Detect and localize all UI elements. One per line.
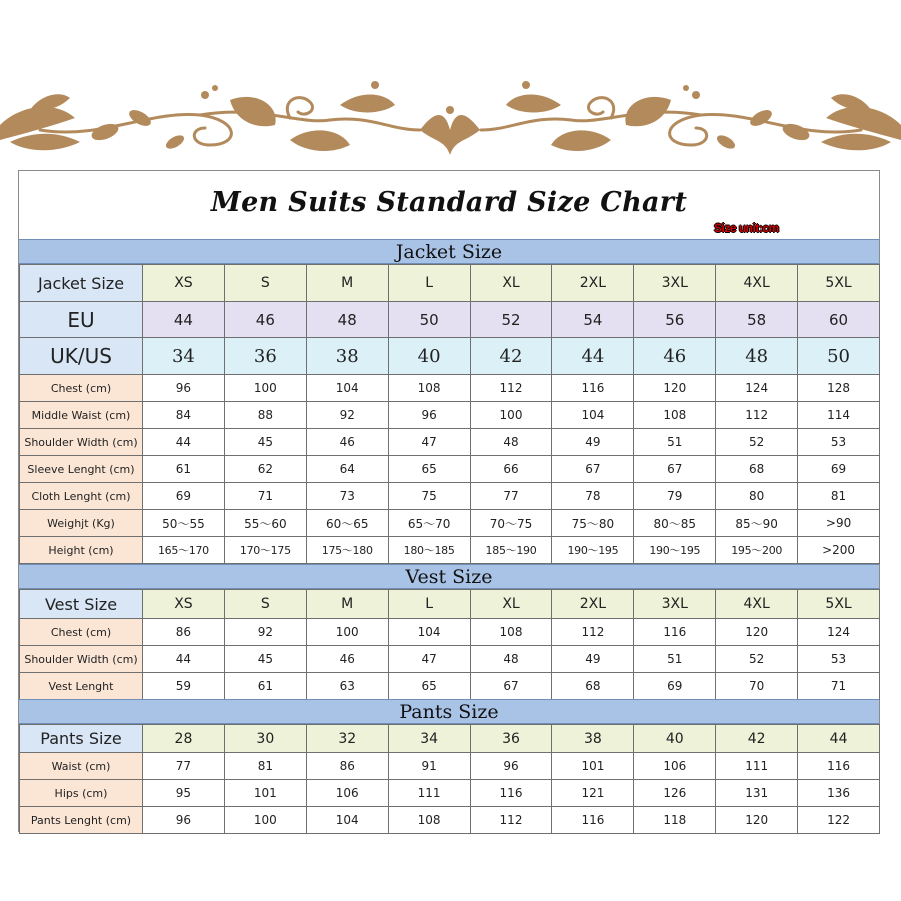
jacket-size-cell: 5XL — [798, 265, 880, 302]
jacket-measure-row — [20, 402, 880, 429]
jacket-measure-cell: 77 — [470, 483, 552, 510]
pants-measure-cell: 101 — [224, 780, 306, 807]
jacket-measure-cell: 66 — [470, 456, 552, 483]
pants-size-cell: 42 — [716, 725, 798, 753]
jacket-measure-cell: 112 — [716, 402, 798, 429]
jacket-uk-cell: 46 — [634, 338, 716, 375]
pants-measure-row — [20, 807, 880, 834]
jacket-section-header: Jacket Size — [19, 239, 879, 264]
jacket-eu-cell: 50 — [388, 302, 470, 338]
jacket-measure-cell: 50～55 — [143, 510, 225, 537]
pants-measure-cell: 96 — [143, 807, 225, 834]
vest-size-label: Vest Size — [20, 590, 143, 619]
jacket-measure-label: Weighjt (Kg) — [20, 510, 143, 537]
jacket-measure-label: Height (cm) — [20, 537, 143, 564]
jacket-measure-cell: 79 — [634, 483, 716, 510]
jacket-measure-cell: 124 — [716, 375, 798, 402]
jacket-measure-cell: 175～180 — [306, 537, 388, 564]
pants-measure-cell: 100 — [224, 807, 306, 834]
vest-measure-cell: 92 — [224, 619, 306, 646]
jacket-measure-cell: 104 — [552, 402, 634, 429]
pants-measure-cell: 106 — [634, 753, 716, 780]
jacket-measure-row — [20, 456, 880, 483]
jacket-measure-label: Chest (cm) — [20, 375, 143, 402]
pants-size-row — [20, 725, 880, 753]
jacket-measure-cell: 61 — [143, 456, 225, 483]
pants-size-cell: 32 — [306, 725, 388, 753]
vest-size-table — [19, 589, 880, 700]
jacket-measure-cell: 64 — [306, 456, 388, 483]
jacket-size-cell: XS — [143, 265, 225, 302]
pants-measure-cell: 120 — [716, 807, 798, 834]
jacket-measure-cell: 71 — [224, 483, 306, 510]
pants-size-cell: 34 — [388, 725, 470, 753]
jacket-measure-cell: 100 — [224, 375, 306, 402]
vest-measure-cell: 46 — [306, 646, 388, 673]
jacket-eu-label: EU — [20, 302, 143, 338]
jacket-uk-cell: 40 — [388, 338, 470, 375]
pants-measure-cell: 111 — [388, 780, 470, 807]
jacket-measure-cell: 190～195 — [634, 537, 716, 564]
pants-measure-cell: 91 — [388, 753, 470, 780]
jacket-measure-cell: 73 — [306, 483, 388, 510]
jacket-measure-cell: 75～80 — [552, 510, 634, 537]
pants-measure-cell: 116 — [552, 807, 634, 834]
jacket-measure-cell: 69 — [143, 483, 225, 510]
size-unit-note: Size unit:cm — [714, 221, 779, 235]
jacket-measure-cell: 85～90 — [716, 510, 798, 537]
pants-measure-cell: 108 — [388, 807, 470, 834]
jacket-measure-cell: 80～85 — [634, 510, 716, 537]
jacket-eu-cell: 48 — [306, 302, 388, 338]
vest-size-cell: M — [306, 590, 388, 619]
jacket-measure-cell: 112 — [470, 375, 552, 402]
pants-section-header: Pants Size — [19, 699, 879, 724]
jacket-size-cell: XL — [470, 265, 552, 302]
pants-measure-row — [20, 753, 880, 780]
vest-measure-cell: 49 — [552, 646, 634, 673]
jacket-measure-cell: 53 — [798, 429, 880, 456]
jacket-measure-row — [20, 429, 880, 456]
jacket-uk-cell: 34 — [143, 338, 225, 375]
vest-measure-cell: 120 — [716, 619, 798, 646]
pants-size-cell: 38 — [552, 725, 634, 753]
jacket-measure-label: Middle Waist (cm) — [20, 402, 143, 429]
jacket-measure-cell: 68 — [716, 456, 798, 483]
vest-measure-row — [20, 673, 880, 700]
jacket-measure-cell: 67 — [634, 456, 716, 483]
jacket-measure-cell: 70～75 — [470, 510, 552, 537]
jacket-measure-cell: 114 — [798, 402, 880, 429]
vest-measure-label: Vest Lenght — [20, 673, 143, 700]
pants-measure-label: Waist (cm) — [20, 753, 143, 780]
vest-measure-row — [20, 646, 880, 673]
jacket-measure-cell: 45 — [224, 429, 306, 456]
vest-measure-cell: 71 — [798, 673, 880, 700]
jacket-measure-cell: 120 — [634, 375, 716, 402]
jacket-measure-cell: >200 — [798, 537, 880, 564]
jacket-measure-row — [20, 483, 880, 510]
jacket-measure-cell: 92 — [306, 402, 388, 429]
jacket-eu-row — [20, 302, 880, 338]
pants-size-cell: 30 — [224, 725, 306, 753]
pants-measure-row — [20, 780, 880, 807]
jacket-size-label: Jacket Size — [20, 265, 143, 302]
jacket-eu-cell: 52 — [470, 302, 552, 338]
pants-measure-cell: 116 — [798, 753, 880, 780]
pants-size-cell: 44 — [798, 725, 880, 753]
jacket-size-table — [19, 264, 880, 564]
vest-measure-cell: 65 — [388, 673, 470, 700]
jacket-measure-cell: 100 — [470, 402, 552, 429]
jacket-size-cell: S — [224, 265, 306, 302]
jacket-size-cell: 2XL — [552, 265, 634, 302]
jacket-measure-cell: 108 — [634, 402, 716, 429]
jacket-measure-cell: 185～190 — [470, 537, 552, 564]
jacket-measure-cell: 96 — [143, 375, 225, 402]
jacket-size-cell: 3XL — [634, 265, 716, 302]
jacket-uk-cell: 44 — [552, 338, 634, 375]
vest-size-cell: XL — [470, 590, 552, 619]
floral-ornament-decoration — [0, 70, 901, 170]
jacket-measure-row — [20, 375, 880, 402]
jacket-measure-row — [20, 510, 880, 537]
jacket-measure-cell: 195～200 — [716, 537, 798, 564]
title-area — [19, 171, 879, 239]
vest-measure-cell: 112 — [552, 619, 634, 646]
jacket-measure-row — [20, 537, 880, 564]
jacket-measure-cell: 67 — [552, 456, 634, 483]
vest-size-cell: L — [388, 590, 470, 619]
jacket-measure-label: Sleeve Lenght (cm) — [20, 456, 143, 483]
vest-measure-cell: 67 — [470, 673, 552, 700]
pants-measure-cell: 106 — [306, 780, 388, 807]
vest-measure-cell: 48 — [470, 646, 552, 673]
pants-measure-cell: 81 — [224, 753, 306, 780]
jacket-measure-cell: 190～195 — [552, 537, 634, 564]
jacket-measure-cell: 60～65 — [306, 510, 388, 537]
vest-measure-cell: 124 — [798, 619, 880, 646]
pants-measure-cell: 136 — [798, 780, 880, 807]
vest-measure-cell: 52 — [716, 646, 798, 673]
chart-title: Men Suits Standard Size Chart — [210, 187, 688, 218]
vest-measure-cell: 59 — [143, 673, 225, 700]
vest-size-cell: 2XL — [552, 590, 634, 619]
vest-size-row — [20, 590, 880, 619]
jacket-measure-cell: 62 — [224, 456, 306, 483]
jacket-eu-cell: 46 — [224, 302, 306, 338]
pants-measure-cell: 112 — [470, 807, 552, 834]
vest-measure-cell: 108 — [470, 619, 552, 646]
jacket-measure-cell: 165～170 — [143, 537, 225, 564]
pants-measure-cell: 96 — [470, 753, 552, 780]
jacket-measure-cell: 170～175 — [224, 537, 306, 564]
jacket-size-row — [20, 265, 880, 302]
jacket-measure-cell: 88 — [224, 402, 306, 429]
vest-size-cell: 3XL — [634, 590, 716, 619]
vest-measure-cell: 69 — [634, 673, 716, 700]
pants-measure-cell: 121 — [552, 780, 634, 807]
pants-size-cell: 36 — [470, 725, 552, 753]
vest-measure-row — [20, 619, 880, 646]
pants-size-cell: 40 — [634, 725, 716, 753]
vest-size-cell: XS — [143, 590, 225, 619]
size-chart — [18, 170, 880, 832]
vest-measure-cell: 45 — [224, 646, 306, 673]
jacket-measure-cell: 104 — [306, 375, 388, 402]
jacket-measure-cell: 55～60 — [224, 510, 306, 537]
jacket-measure-cell: 78 — [552, 483, 634, 510]
vest-size-cell: S — [224, 590, 306, 619]
jacket-measure-cell: 65～70 — [388, 510, 470, 537]
jacket-size-cell: 4XL — [716, 265, 798, 302]
jacket-measure-cell: 44 — [143, 429, 225, 456]
vest-measure-cell: 104 — [388, 619, 470, 646]
pants-measure-cell: 104 — [306, 807, 388, 834]
jacket-eu-cell: 54 — [552, 302, 634, 338]
vest-measure-cell: 70 — [716, 673, 798, 700]
vest-measure-label: Shoulder Width (cm) — [20, 646, 143, 673]
jacket-eu-cell: 56 — [634, 302, 716, 338]
pants-size-cell: 28 — [143, 725, 225, 753]
vest-size-cell: 5XL — [798, 590, 880, 619]
jacket-eu-cell: 58 — [716, 302, 798, 338]
pants-measure-cell: 77 — [143, 753, 225, 780]
jacket-measure-cell: 80 — [716, 483, 798, 510]
pants-measure-cell: 131 — [716, 780, 798, 807]
jacket-uk-row — [20, 338, 880, 375]
pants-size-table — [19, 724, 880, 834]
pants-measure-cell: 116 — [470, 780, 552, 807]
jacket-measure-label: Cloth Lenght (cm) — [20, 483, 143, 510]
pants-measure-cell: 86 — [306, 753, 388, 780]
pants-measure-cell: 118 — [634, 807, 716, 834]
vest-measure-cell: 53 — [798, 646, 880, 673]
vest-measure-cell: 86 — [143, 619, 225, 646]
jacket-measure-cell: 180～185 — [388, 537, 470, 564]
vest-measure-cell: 100 — [306, 619, 388, 646]
vest-measure-label: Chest (cm) — [20, 619, 143, 646]
vest-measure-cell: 63 — [306, 673, 388, 700]
pants-size-label: Pants Size — [20, 725, 143, 753]
jacket-measure-cell: 116 — [552, 375, 634, 402]
jacket-measure-cell: >90 — [798, 510, 880, 537]
jacket-size-cell: L — [388, 265, 470, 302]
jacket-measure-cell: 128 — [798, 375, 880, 402]
vest-measure-cell: 68 — [552, 673, 634, 700]
pants-measure-cell: 95 — [143, 780, 225, 807]
vest-measure-cell: 47 — [388, 646, 470, 673]
jacket-uk-cell: 38 — [306, 338, 388, 375]
jacket-measure-cell: 84 — [143, 402, 225, 429]
jacket-measure-cell: 51 — [634, 429, 716, 456]
jacket-measure-cell: 48 — [470, 429, 552, 456]
jacket-measure-cell: 96 — [388, 402, 470, 429]
jacket-measure-cell: 81 — [798, 483, 880, 510]
jacket-measure-cell: 69 — [798, 456, 880, 483]
jacket-measure-label: Shoulder Width (cm) — [20, 429, 143, 456]
pants-measure-cell: 101 — [552, 753, 634, 780]
vest-size-cell: 4XL — [716, 590, 798, 619]
pants-measure-label: Pants Lenght (cm) — [20, 807, 143, 834]
pants-measure-cell: 122 — [798, 807, 880, 834]
jacket-uk-cell: 42 — [470, 338, 552, 375]
jacket-measure-cell: 49 — [552, 429, 634, 456]
jacket-measure-cell: 52 — [716, 429, 798, 456]
vest-section-header: Vest Size — [19, 564, 879, 589]
vest-measure-cell: 116 — [634, 619, 716, 646]
pants-measure-label: Hips (cm) — [20, 780, 143, 807]
jacket-uk-cell: 50 — [798, 338, 880, 375]
pants-measure-cell: 126 — [634, 780, 716, 807]
jacket-measure-cell: 108 — [388, 375, 470, 402]
jacket-size-cell: M — [306, 265, 388, 302]
pants-measure-cell: 111 — [716, 753, 798, 780]
vest-measure-cell: 44 — [143, 646, 225, 673]
jacket-measure-cell: 65 — [388, 456, 470, 483]
jacket-measure-cell: 47 — [388, 429, 470, 456]
jacket-uk-cell: 36 — [224, 338, 306, 375]
jacket-uk-cell: 48 — [716, 338, 798, 375]
jacket-eu-cell: 60 — [798, 302, 880, 338]
jacket-measure-cell: 75 — [388, 483, 470, 510]
jacket-uk-label: UK/US — [20, 338, 143, 375]
vest-measure-cell: 51 — [634, 646, 716, 673]
vest-measure-cell: 61 — [224, 673, 306, 700]
jacket-eu-cell: 44 — [143, 302, 225, 338]
jacket-measure-cell: 46 — [306, 429, 388, 456]
